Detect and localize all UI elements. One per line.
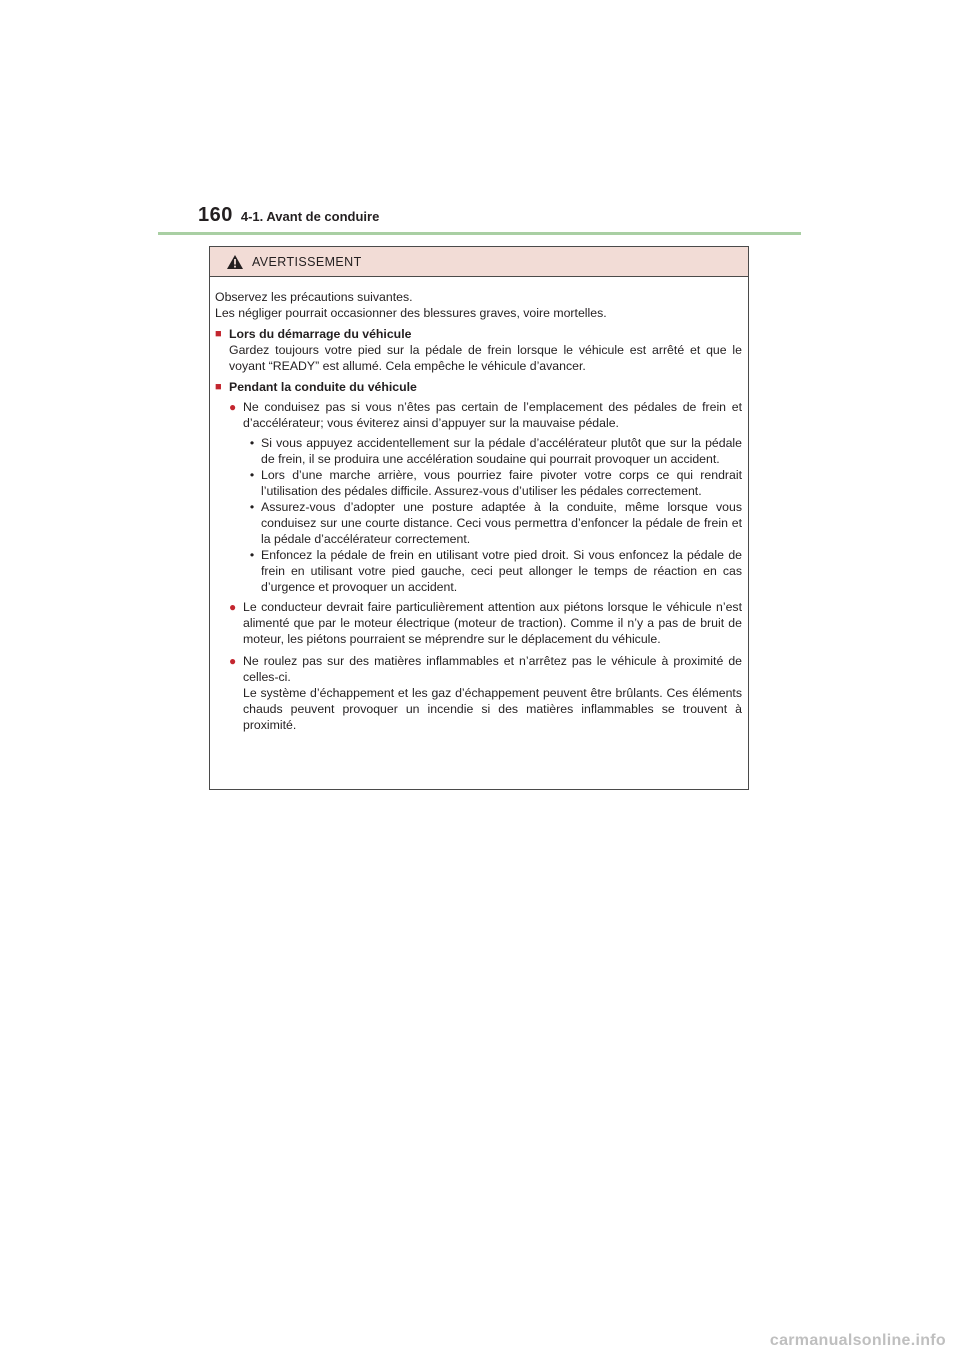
section-driving — [215, 379, 742, 733]
list-item — [215, 599, 742, 647]
warning-body — [210, 277, 748, 733]
section-starting — [215, 326, 742, 374]
intro-line: Observez les précautions suivantes. — [215, 290, 413, 304]
warning-intro — [215, 289, 742, 321]
sub-item: • Enfoncez la pédale de frein en utilisant votre pied droit. Si vous enfoncez la pédale de frein en utilisant votre pied gauche, ceci peut allonger le temps de réaction en cas d’urgence et provoquer un accident. — [249, 548, 742, 594]
section-title: 4-1. Avant de conduire — [240, 209, 380, 224]
list-item — [215, 399, 742, 595]
square-bullet-icon: ■ — [215, 381, 222, 393]
circle-bullet-icon: ● — [229, 400, 237, 414]
warning-header — [210, 247, 748, 277]
page-header — [198, 204, 379, 227]
circle-bullet-icon: ● — [229, 600, 237, 614]
sub-item: • Si vous appuyez accidentellement sur la pédale d’accélérateur plutôt que sur la pédale de frein, il se produira une accélération soudaine qui pourrait provoquer un accident. — [249, 436, 742, 466]
intro-line: Les négliger pourrait occasionner des blessures graves, voire mortelles. — [215, 306, 607, 320]
warning-title: AVERTISSEMENT — [252, 254, 362, 269]
header-rule — [158, 232, 801, 235]
section-text: Gardez toujours votre pied sur la pédale de frein lorsque le véhicule est arrêté et que le voyant “READY” est allumé. Cela empêche le véhicule d’avancer. — [229, 343, 742, 373]
circle-bullet-icon: ● — [229, 654, 237, 668]
sub-list — [243, 435, 742, 595]
sub-item: • Lors d’une marche arrière, vous pourriez faire pivoter votre corps ce qui rendrait l’utilisation des pédales difficile. Assurez-vous d’utiliser les pédales correctement. — [249, 468, 742, 498]
list-item — [215, 653, 742, 733]
section-heading: ■ Lors du démarrage du véhicule — [215, 327, 412, 341]
warning-box — [209, 246, 749, 790]
warning-triangle-icon — [226, 254, 244, 270]
bullet-text: Le conducteur devrait faire particulièrement attention aux piétons lorsque le véhicule n’est alimenté que par le moteur électrique (moteur de traction). Comme il n’y a pas de bruit de moteur, les piétons pourraient se méprendre sur le déplacement du véhicule. — [243, 600, 742, 646]
page-number: 160 — [198, 204, 233, 226]
bullet-text: Le système d’échappement et les gaz d’échappement peuvent être brûlants. Ces éléments chauds peuvent provoquer un incendie si des matières inflammables se trouvent à proximité. — [243, 686, 742, 732]
bullet-text: Ne conduisez pas si vous n’êtes pas certain de l’emplacement des pédales de frein et d’accélérateur; vous éviterez ainsi d’appuyer sur la mauvaise pédale. — [243, 400, 742, 430]
square-bullet-icon: ■ — [215, 328, 222, 340]
watermark: carmanualsonline.info — [769, 1332, 946, 1349]
section-heading: ■ Pendant la conduite du véhicule — [215, 380, 417, 394]
bullet-text: Ne roulez pas sur des matières inflammables et n’arrêtez pas le véhicule à proximité de celles-ci. — [243, 654, 742, 684]
sub-item: • Assurez-vous d’adopter une posture adaptée à la conduite, même lorsque vous conduisez sur une courte distance. Ceci vous permettra d’enfoncer la pédale de frein et la pédale d’accélérateur correctement. — [249, 500, 742, 546]
